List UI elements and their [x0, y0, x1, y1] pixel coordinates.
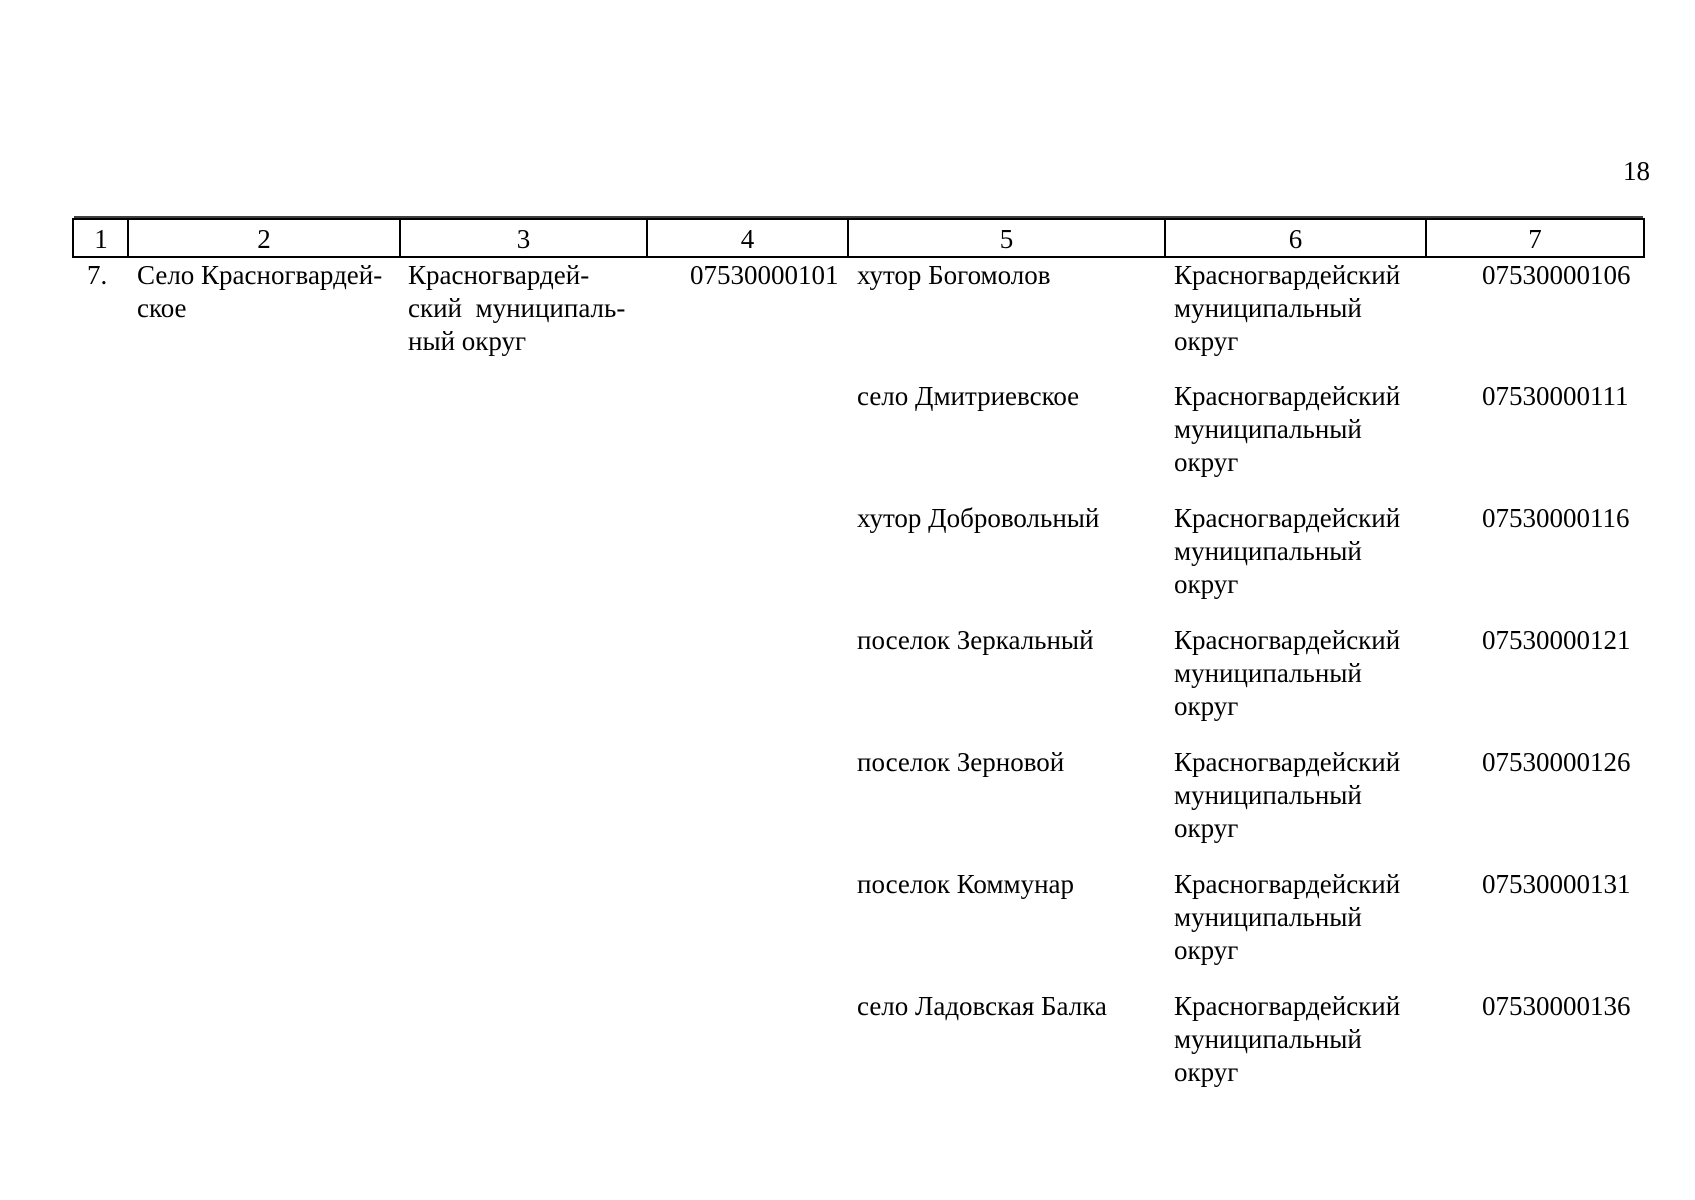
entry-district-line-1: Красногвардейский: [1174, 381, 1401, 411]
entry-district-line-3: округ: [1174, 569, 1239, 599]
entry-name: поселок Зерновой: [857, 747, 1065, 777]
entry-district-line-2: муниципальный: [1174, 1024, 1362, 1054]
entry-name: хутор Богомолов: [857, 260, 1051, 290]
entry-code: 07530000136: [1482, 991, 1631, 1021]
entry-district-line-3: округ: [1174, 691, 1239, 721]
entry-district-line-1: Красногвардейский: [1174, 625, 1401, 655]
district-line-3: ный округ: [408, 326, 527, 356]
entry-district-line-2: муниципальный: [1174, 780, 1362, 810]
page-number: 18: [1623, 156, 1650, 186]
entry-code: 07530000106: [1482, 260, 1631, 290]
entry-district-line-1: Красногвардейский: [1174, 260, 1401, 290]
entry-name: хутор Добровольный: [857, 503, 1100, 533]
entry-code: 07530000126: [1482, 747, 1631, 777]
entry-district-line-3: округ: [1174, 326, 1239, 356]
district-line-2: ский муниципаль-: [408, 293, 626, 323]
header-col-5: 5: [999, 224, 1014, 254]
entry-name: поселок Коммунар: [857, 869, 1075, 899]
district-line-1: Красногвардей-: [408, 260, 590, 290]
entry-district-line-3: округ: [1174, 813, 1239, 843]
entry-name: село Ладовская Балка: [857, 991, 1107, 1021]
entry-name: поселок Зеркальный: [857, 625, 1094, 655]
entry-district-line-2: муниципальный: [1174, 414, 1362, 444]
entry-district-line-2: муниципальный: [1174, 536, 1362, 566]
entry-name: село Дмитриевское: [857, 381, 1080, 411]
entry-district-line-3: округ: [1174, 935, 1239, 965]
settlement-name-line-2: ское: [137, 293, 187, 323]
entry-district-line-3: округ: [1174, 1057, 1239, 1087]
header-col-4: 4: [740, 224, 755, 254]
entry-district-line-3: округ: [1174, 447, 1239, 477]
entry-code: 07530000131: [1482, 869, 1631, 899]
header-col-6: 6: [1288, 224, 1303, 254]
entry-code: 07530000116: [1482, 503, 1630, 533]
header-col-7: 7: [1528, 224, 1542, 254]
entry-district-line-2: муниципальный: [1174, 902, 1362, 932]
settlement-name-line-1: Село Красногвардей-: [137, 260, 383, 290]
entry-district-line-1: Красногвардейский: [1174, 747, 1401, 777]
header-col-3: 3: [516, 224, 531, 254]
entry-district-line-1: Красногвардейский: [1174, 503, 1401, 533]
entry-code: 07530000111: [1482, 381, 1629, 411]
entry-district-line-1: Красногвардейский: [1174, 869, 1401, 899]
entry-code: 07530000121: [1482, 625, 1631, 655]
header-col-2: 2: [257, 224, 271, 254]
header-col-1: 1: [94, 224, 108, 254]
entry-district-line-1: Красногвардейский: [1174, 991, 1401, 1021]
row-number: 7.: [87, 260, 108, 290]
settlement-code: 07530000101: [690, 260, 839, 290]
entry-district-line-2: муниципальный: [1174, 658, 1362, 688]
entry-district-line-2: муниципальный: [1174, 293, 1362, 323]
